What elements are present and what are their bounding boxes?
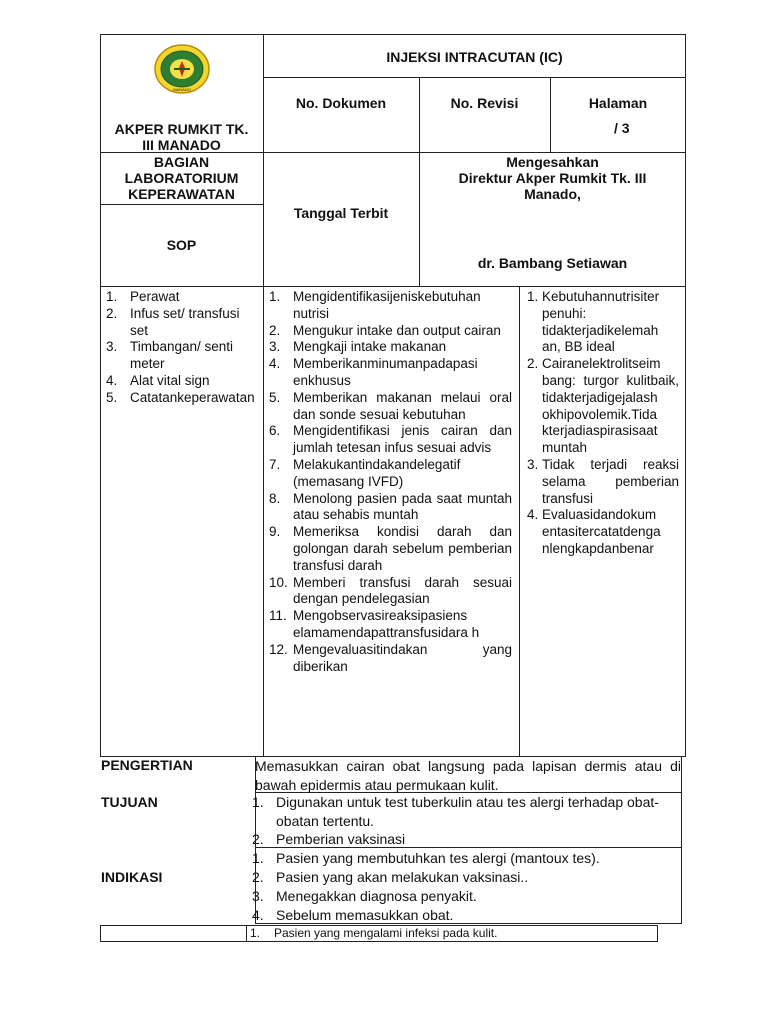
list-item: 11. Mengobservasireaksipasiens elamamendapattransfusidara h xyxy=(269,608,480,640)
list-item: 2. Infus set/ transfusi set xyxy=(106,305,240,338)
list-item: 4. Alat vital sign xyxy=(106,372,210,388)
list-item: 4. Evaluasidandokum entasitercatatdenga nlengkapdanbenar xyxy=(527,507,661,556)
table-border-top xyxy=(100,34,686,35)
tujuan-label: TUJUAN xyxy=(101,794,158,810)
title-divider xyxy=(263,77,686,78)
outcome-list xyxy=(527,289,679,558)
list-item: 3. Mengkaji intake makanan xyxy=(269,339,447,355)
department-line-2: LABORATORIUM xyxy=(124,170,239,186)
list-item: 1. Digunakan untuk test tuberkulin atau tes alergi terhadap obat-obatan tertentu. xyxy=(252,794,659,829)
body-divider xyxy=(100,286,686,287)
list-item: 5. Catatankeperawatan xyxy=(106,389,255,405)
kontraindikasi-bottom-border xyxy=(100,941,658,942)
list-item: 1. Pasien yang mengalami infeksi pada kulit. xyxy=(250,926,498,940)
header-col-divider xyxy=(263,34,264,756)
list-item: 1. Perawat xyxy=(106,289,180,304)
list-item: 3. Menegakkan diagnosa penyakit. xyxy=(252,888,477,904)
list-item: 3. Tidak terjadi reaksi selama pemberian transfusi xyxy=(527,456,679,506)
kontra-left-border xyxy=(100,925,101,941)
institution-name xyxy=(100,121,263,153)
department xyxy=(100,154,263,202)
kontraindikasi-list xyxy=(250,926,650,940)
list-item: 1. Kebutuhannutrisiter penuhi: tidakterjadikelemah an, BB ideal xyxy=(527,289,660,355)
sop-label: SOP xyxy=(166,237,197,253)
list-item: 10. Memberi transfusi darah sesuai dengan pendelegasian xyxy=(269,574,512,607)
indikasi-label: INDIKASI xyxy=(101,869,163,885)
tujuan-list xyxy=(252,793,672,849)
institution-line-2: III MANADO xyxy=(142,137,221,153)
table-border-right xyxy=(685,34,686,756)
list-item: 8. Menolong pasien pada saat muntah atau sehabis muntah xyxy=(269,490,512,523)
col3-divider xyxy=(519,286,520,756)
equipment-list xyxy=(106,289,256,407)
list-item: 1. Mengidentifikasijeniskebutuhan nutrisi xyxy=(269,289,481,321)
procedure-list xyxy=(269,289,512,675)
pengertian-label: PENGERTIAN xyxy=(101,757,193,773)
revisi-divider xyxy=(550,77,551,152)
institution-line-1: AKPER RUMKIT TK. xyxy=(114,121,249,137)
approval-line-2: Direktur Akper Rumkit Tk. III xyxy=(458,170,647,186)
approval-block xyxy=(419,154,686,202)
list-item: 2. Pasien yang akan melakukan vaksinasi.. xyxy=(252,869,529,885)
kontra-col-divider xyxy=(246,925,247,941)
approval-line-1: Mengesahkan xyxy=(506,154,599,170)
list-item: 3. Timbangan/ senti meter xyxy=(106,339,234,372)
kontra-right-border xyxy=(657,925,658,941)
signatory-name: dr. Bambang Setiawan xyxy=(477,255,628,271)
document-title: INJEKSI INTRACUTAN (IC) xyxy=(386,49,563,65)
department-line-3: KEPERAWATAN xyxy=(128,186,235,202)
lower-right-border xyxy=(681,756,682,923)
approval-line-3: Manado, xyxy=(524,186,581,202)
indikasi-list xyxy=(252,849,672,925)
list-item: 12. Mengevaluasitindakan yang diberikan xyxy=(269,641,512,674)
pengertian-text: Memasukkan cairan obat langsung pada lapisan dermis atau di bawah epidermis atau permukaan kulit. xyxy=(255,758,681,793)
tanggal-terbit-label: Tanggal Terbit xyxy=(293,205,389,221)
no-revisi-label: No. Revisi xyxy=(450,95,519,111)
list-item: 4. Memberikanminumanpadapasi enkhusus xyxy=(269,356,478,388)
halaman-label: Halaman xyxy=(588,95,648,111)
halaman-value: / 3 xyxy=(614,120,630,136)
list-item: 9. Memeriksa kondisi darah dan golongan darah sebelum pemberian transfusi darah xyxy=(269,524,512,573)
no-dokumen-label: No. Dokumen xyxy=(295,95,387,111)
list-item: 2. Mengukur intake dan output cairan xyxy=(269,322,501,338)
list-item: 2. Pemberian vaksinasi xyxy=(252,831,406,847)
sop-divider xyxy=(100,204,263,205)
list-item: 1. Pasien yang membutuhkan tes alergi (mantoux tes). xyxy=(252,850,600,866)
svg-text:MANADO: MANADO xyxy=(173,87,191,92)
department-line-1: BAGIAN xyxy=(153,154,210,170)
list-item: 6. Mengidentifikasi jenis cairan dan jumlah tetesan infus sesuai advis xyxy=(269,423,512,456)
list-item: 7. Melakukantindakandelegatif (memasang IVFD) xyxy=(269,456,461,489)
list-item: 5. Memberikan makanan melaui oral dan sonde sesuai kebutuhan xyxy=(269,389,512,422)
institution-logo xyxy=(152,42,212,96)
list-item: 4. Sebelum memasukkan obat. xyxy=(252,907,454,923)
list-item: 2. Cairanelektrolitseim bang: turgor kulitbaik, tidakterjadigejalash okhipovolemik.Tida kterjadiaspirasisaat muntah xyxy=(527,356,679,456)
